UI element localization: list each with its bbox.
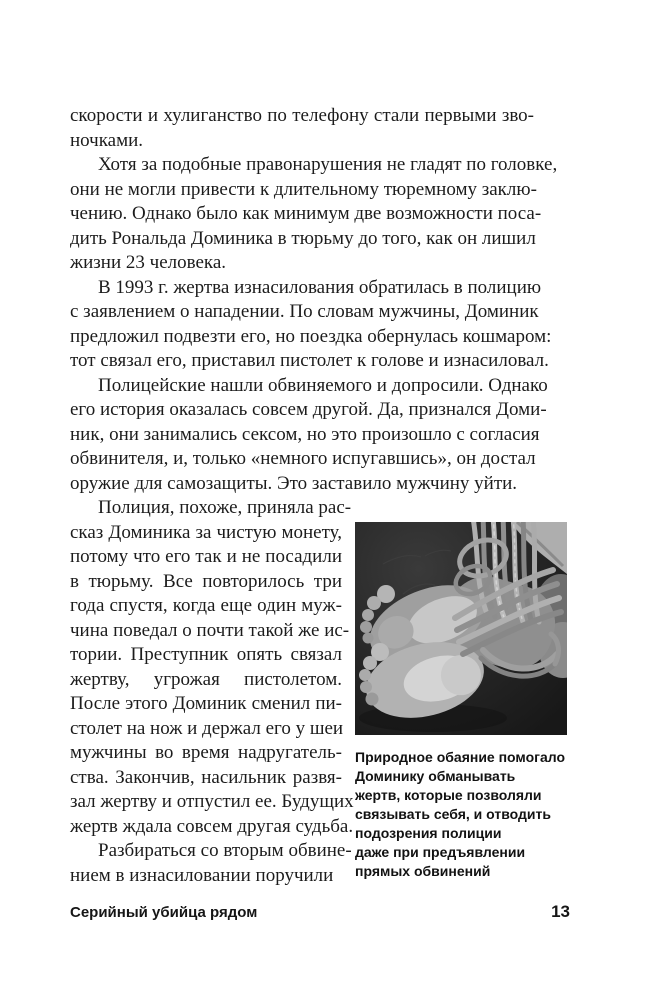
text-line: В 1993 г. жертва изнасилования обратилась в полицию [98,276,542,298]
text-line: нием в изнасиловании поручили [70,864,334,886]
text-line: дить Рональда Доминика в тюрьму до того, как он лишил [70,227,536,249]
text-line: они не могли привести к длительному тюремному заклю- [70,178,537,200]
text-line: года спустя, когда еще один муж- [70,595,342,616]
text-line: зал жертву и отпустил ее. Будущих [70,791,354,812]
text-line: Полицейские нашли обвиняемого и допросили. Однако [98,374,548,396]
text-line: ночками. [70,129,144,151]
text-line: предложил подвезти его, но поездка обернулась кошмаром: [70,325,552,347]
caption-line: жертв, которые позволяли [355,787,542,803]
text-line: обвинителя, и, только «немного испугавшись», он достал [70,448,536,469]
caption-line: связывать себя, и отводить [355,806,551,822]
text-line: потому что его так и не посадили [70,546,342,567]
text-line: Разбираться со вторым обвине- [98,840,352,861]
text-line: с заявлением о нападении. По словам мужчины, Доминик [70,301,539,322]
text-line: столет на нож и держал его у шеи [70,717,344,739]
caption-line: даже при предъявлении [355,844,526,860]
text-line: ник, они занимались сексом, но это произошло с согласия [70,423,540,445]
text-line: мужчины во время надругатель- [70,742,342,763]
photo-bound-feet [355,522,567,735]
caption-line: подозрения полиции [355,825,502,841]
text-line: После этого Доминик сменил пи- [70,693,342,714]
text-line: жертв ждала совсем другая судьба. [70,815,354,837]
text-line: тот связал его, приставил пистолет к голове и изнасиловал. [70,350,549,371]
text-line: сказ Доминика за чистую монету, [70,521,342,543]
figure-caption [355,748,571,881]
caption-line: Природное обаяние помогало [355,749,566,765]
text-line: жертву, угрожая пистолетом. [70,668,342,690]
text-line: чению. Однако было как минимум две возможности поса- [70,203,542,224]
text-line: чина поведал о почти такой же ис- [70,619,350,641]
text-line: оружие для самозащиты. Это заставило мужчину уйти. [70,472,518,494]
bound-feet-illustration [355,522,567,735]
running-footer-title: Серийный убийца рядом [70,904,258,921]
text-line: тории. Преступник опять связал [70,644,342,665]
page-number: 13 [551,902,570,921]
body-text-block [70,104,558,496]
text-line: Полиция, похоже, приняла рас- [98,497,352,518]
text-line: его история оказалась совсем другой. Да, признался Доми- [70,399,547,420]
text-line: скорости и хулиганство по телефону стали первыми зво- [70,105,534,126]
caption-line: Доминику обманывать [355,768,516,784]
text-line: Хотя за подобные правонарушения не гладят по головке, [98,154,558,175]
sidebar-text-block [70,496,354,888]
caption-line: прямых обвинений [355,863,491,879]
text-line: жизни 23 человека. [70,252,227,273]
text-line: ства. Закончив, насильник развя- [70,766,342,788]
text-line: в тюрьму. Все повторилось три [70,570,342,592]
